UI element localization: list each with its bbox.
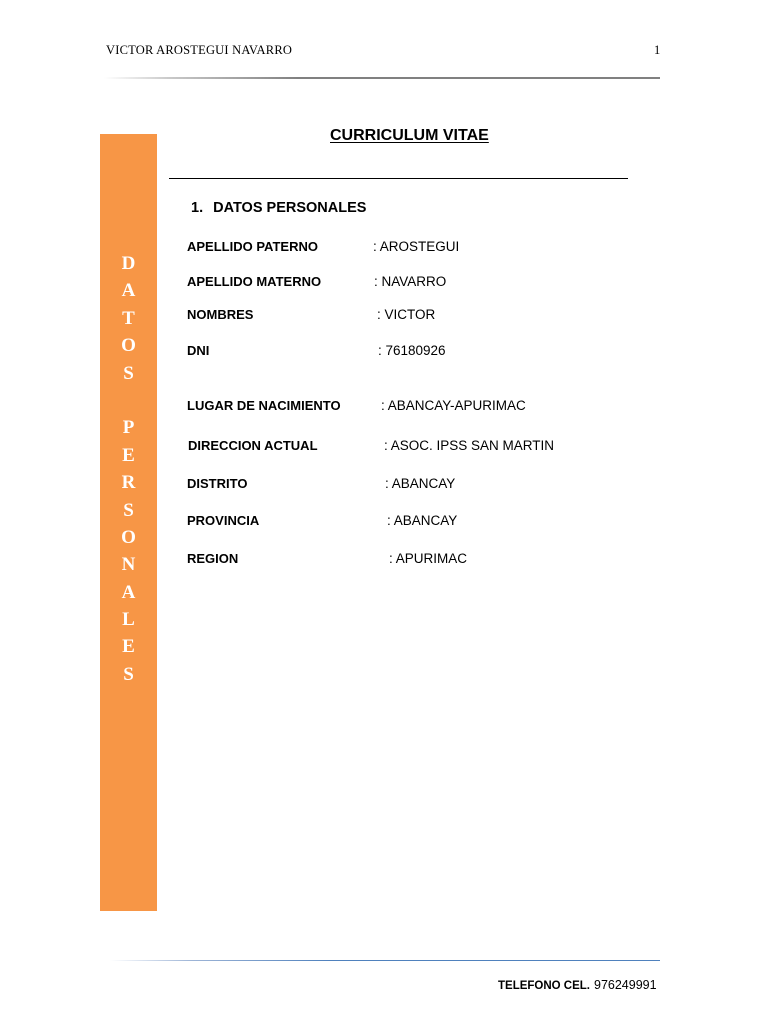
band-letter: S bbox=[123, 362, 134, 384]
title-divider bbox=[169, 178, 628, 179]
band-letter: P bbox=[122, 417, 135, 439]
section-heading bbox=[191, 200, 366, 216]
value-apellido-materno: : NAVARRO bbox=[374, 274, 447, 289]
value-provincia: : ABANCAY bbox=[387, 513, 458, 528]
document-title: CURRICULUM VITAE bbox=[330, 127, 489, 144]
value-lugar-de-nacimiento: : ABANCAY-APURIMAC bbox=[381, 398, 526, 413]
phone-number: 976249991 bbox=[594, 978, 657, 992]
label-direccion-actual: DIRECCION ACTUAL bbox=[188, 438, 318, 453]
band-letter: S bbox=[123, 499, 134, 521]
value-region: : APURIMAC bbox=[389, 551, 468, 566]
footer-phone bbox=[498, 978, 657, 992]
header-name: VICTOR AROSTEGUI NAVARRO bbox=[106, 43, 293, 57]
value-nombres: : VICTOR bbox=[377, 307, 436, 322]
label-apellido-materno: APELLIDO MATERNO bbox=[187, 274, 322, 289]
band-letter: E bbox=[122, 636, 135, 658]
label-distrito: DISTRITO bbox=[187, 476, 248, 491]
band-letter: S bbox=[123, 663, 134, 685]
band-letter: T bbox=[122, 307, 135, 329]
label-dni: DNI bbox=[187, 343, 210, 358]
value-direccion-actual: : ASOC. IPSS SAN MARTIN bbox=[384, 438, 555, 453]
band-letter: R bbox=[121, 472, 136, 494]
label-apellido-paterno: APELLIDO PATERNO bbox=[187, 239, 318, 254]
footer-divider bbox=[110, 960, 660, 961]
header-divider bbox=[104, 77, 660, 79]
label-provincia: PROVINCIA bbox=[187, 513, 260, 528]
label-nombres: NOMBRES bbox=[187, 307, 254, 322]
band-letter: D bbox=[121, 253, 136, 274]
band-letter: O bbox=[121, 335, 136, 357]
band-letter: A bbox=[121, 280, 136, 302]
band-letter: N bbox=[121, 554, 136, 576]
band-letter: O bbox=[121, 526, 136, 548]
page-number: 1 bbox=[654, 43, 661, 57]
band-letter: A bbox=[121, 581, 136, 603]
value-distrito: : ABANCAY bbox=[385, 476, 456, 491]
label-region: REGION bbox=[187, 551, 239, 566]
label-lugar-de-nacimiento: LUGAR DE NACIMIENTO bbox=[187, 398, 341, 413]
band-letter: L bbox=[122, 609, 135, 631]
value-dni: : 76180926 bbox=[378, 343, 446, 358]
section-title: DATOS PERSONALES bbox=[213, 200, 367, 216]
phone-label: TELEFONO CEL. bbox=[498, 980, 590, 992]
band-letter: E bbox=[122, 444, 135, 466]
value-apellido-paterno: : AROSTEGUI bbox=[373, 239, 460, 254]
side-band-datos-personales bbox=[100, 134, 157, 911]
section-number: 1. bbox=[191, 200, 204, 216]
